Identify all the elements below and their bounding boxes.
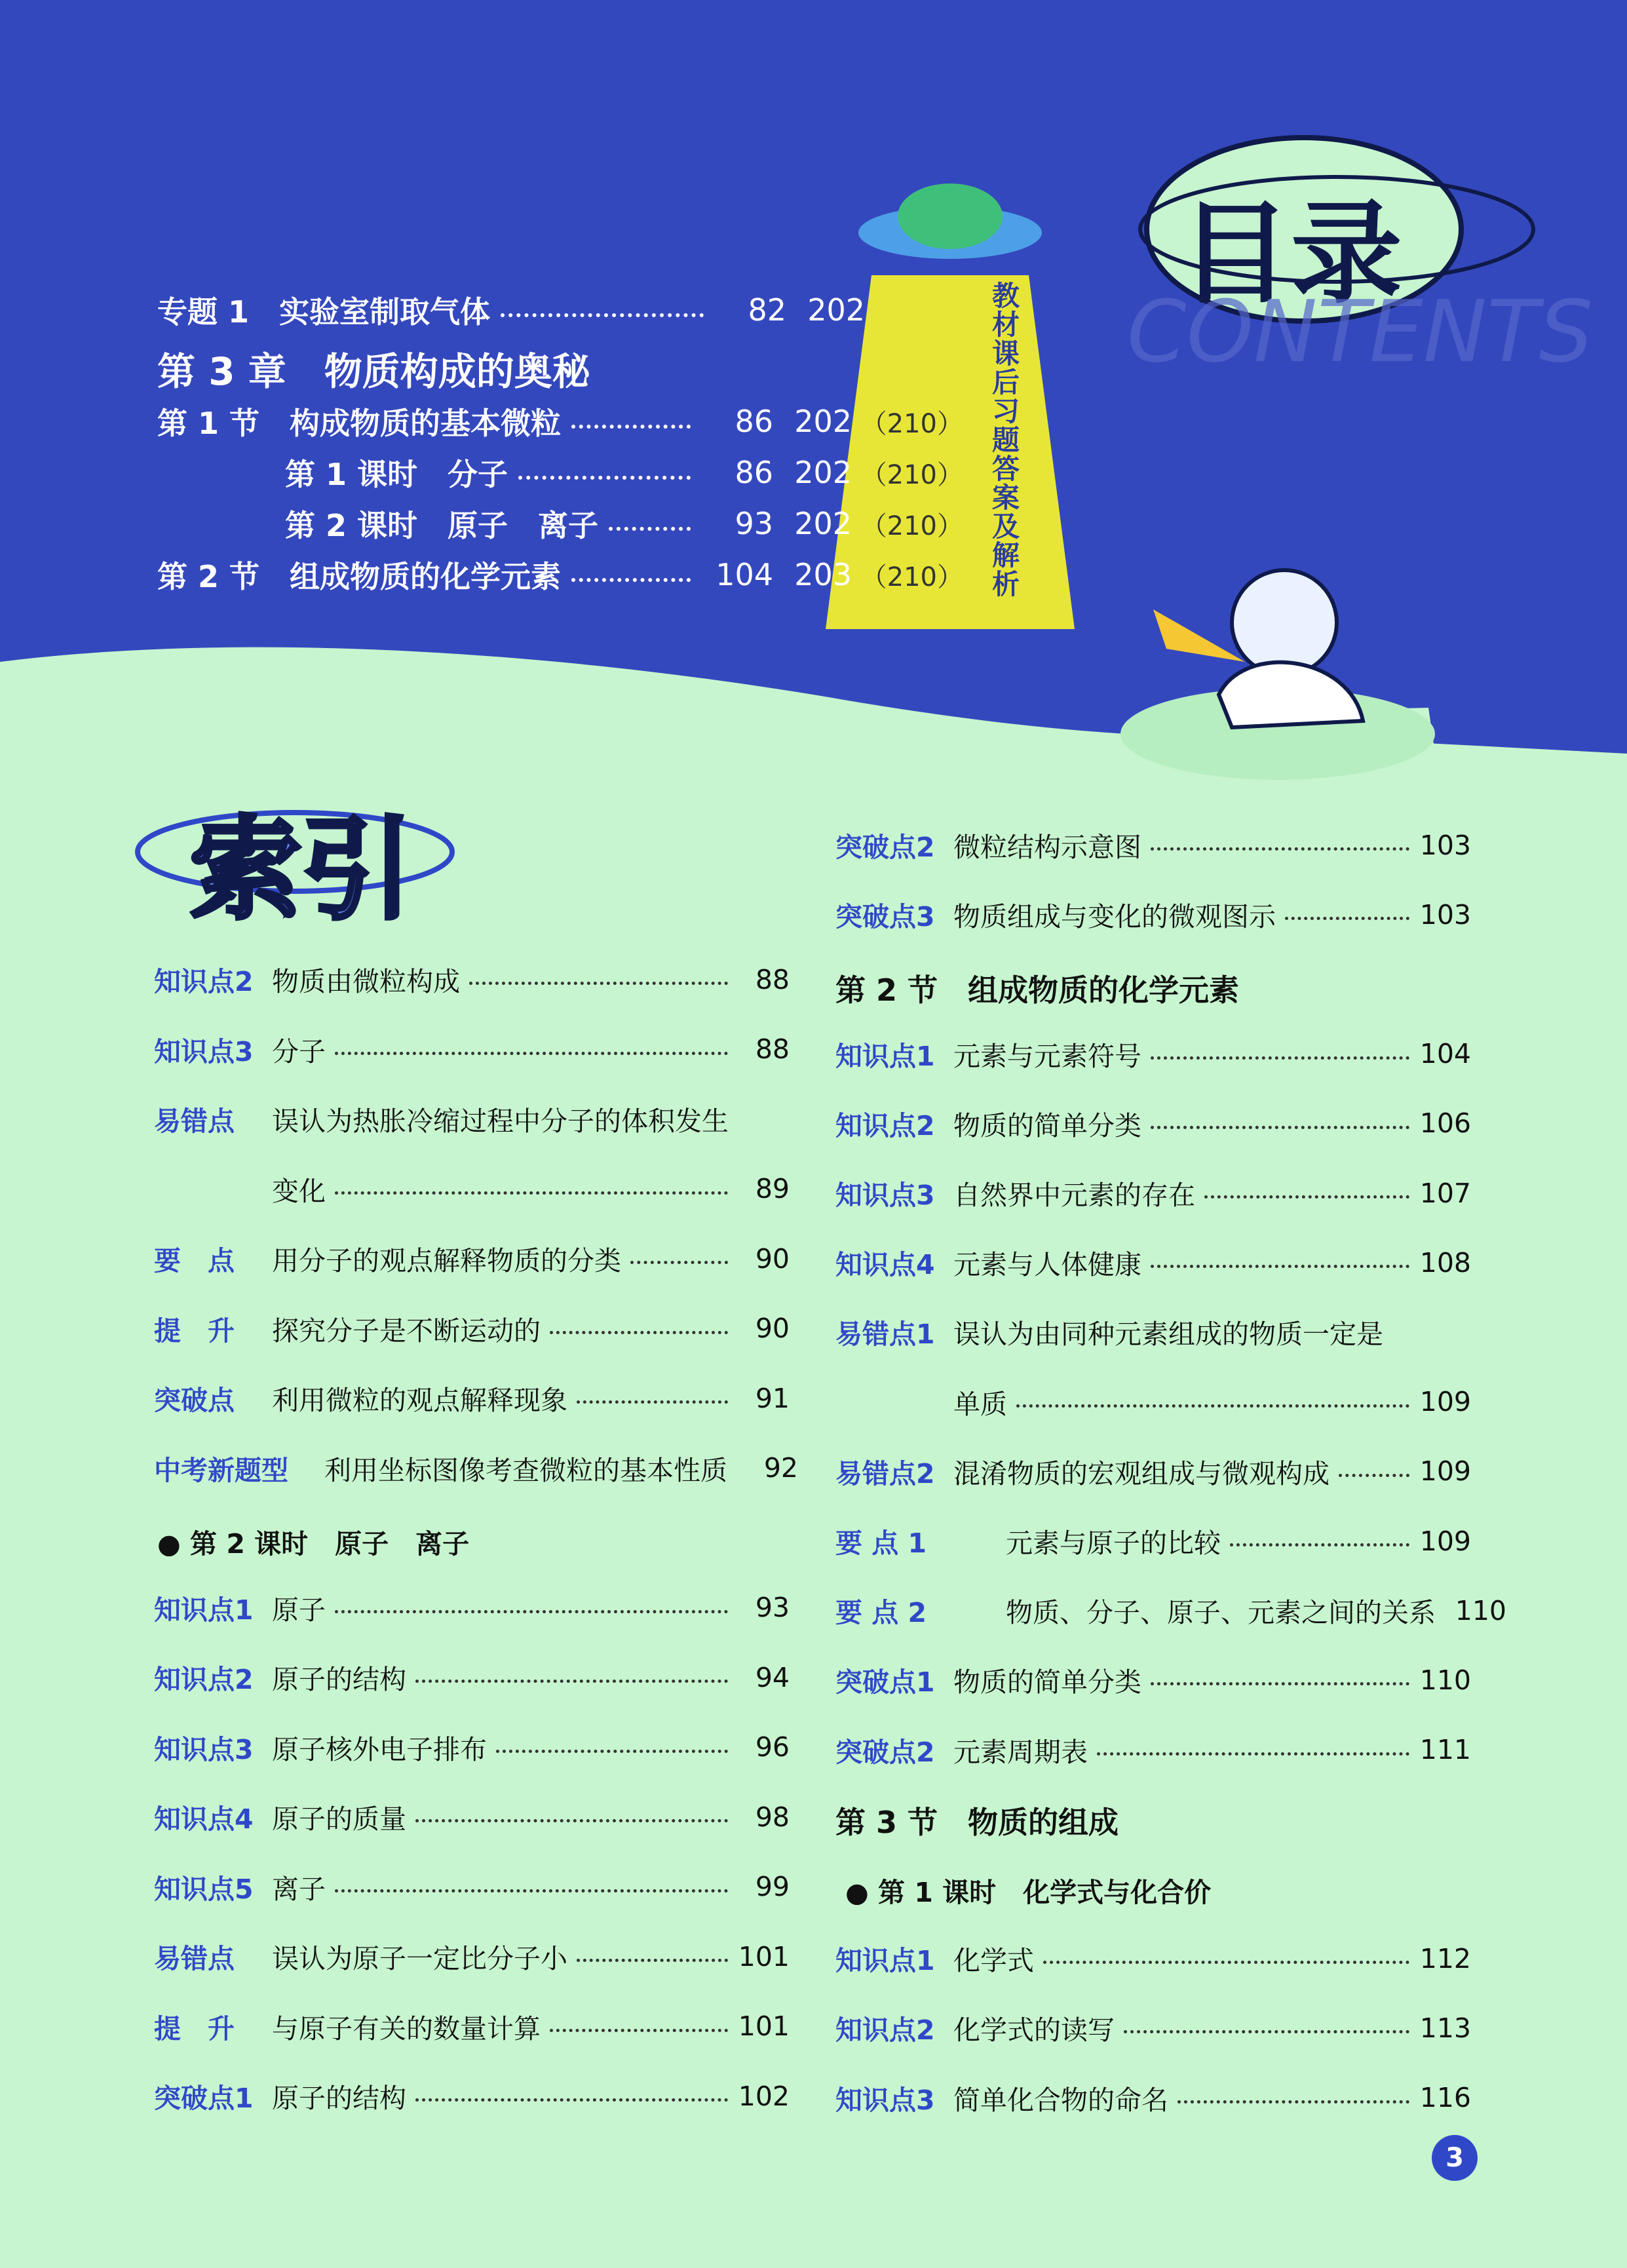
index-entry[interactable] bbox=[835, 1452, 1471, 1491]
entry-tag: 知识点3 bbox=[154, 1733, 254, 1765]
entry-tag: 易错点1 bbox=[835, 1318, 935, 1351]
entry-page: 98 bbox=[755, 1801, 790, 1833]
index-entry[interactable] bbox=[154, 1309, 790, 1348]
entry-page: 112 bbox=[1419, 1942, 1471, 1974]
entry-page: 88 bbox=[755, 1033, 790, 1065]
entry-page: 104 bbox=[1419, 1038, 1471, 1070]
toc-row[interactable] bbox=[157, 400, 963, 443]
entry-tag: 中考新题型 bbox=[154, 1454, 288, 1486]
entry-page: 106 bbox=[1419, 1107, 1471, 1140]
toc-label: 第 2 节 组成物质的化学元素 bbox=[157, 559, 562, 594]
entry-tag: 提 升 bbox=[154, 1315, 235, 1347]
entry-text: 元素与原子的比较 bbox=[1006, 1528, 1221, 1559]
index-entry[interactable] bbox=[835, 1731, 1471, 1769]
lesson-subheading: ● 第 1 课时 化学式与化合价 bbox=[845, 1877, 1212, 1908]
toc-solution-page: （210） bbox=[860, 562, 963, 592]
entry-tag: 突破点2 bbox=[835, 1736, 935, 1768]
entry-tag: 知识点1 bbox=[835, 1040, 935, 1072]
entry-text: 用分子的观点解释物质的分类 bbox=[272, 1245, 621, 1277]
toc-page: 104 bbox=[716, 557, 773, 592]
index-entry[interactable] bbox=[835, 1313, 1471, 1351]
entry-text: 微粒结构示意图 bbox=[953, 832, 1141, 863]
entry-tag: 要 点 1 bbox=[835, 1528, 927, 1559]
entry-tag: 知识点2 bbox=[835, 2014, 935, 2047]
entry-text: 物质的简单分类 bbox=[953, 1109, 1141, 1142]
entry-page: 91 bbox=[755, 1382, 790, 1414]
index-entry[interactable] bbox=[154, 1239, 790, 1278]
entry-text: 混淆物质的宏观组成与微观构成 bbox=[953, 1457, 1330, 1490]
entry-text: 物质的简单分类 bbox=[953, 1666, 1141, 1699]
entry-page: 90 bbox=[755, 1313, 790, 1344]
index-entry[interactable] bbox=[154, 1728, 790, 1767]
entry-page: 113 bbox=[1419, 2012, 1471, 2044]
entry-tag: 突破点3 bbox=[835, 901, 935, 933]
entry-page: 89 bbox=[755, 1173, 790, 1204]
index-entry[interactable] bbox=[154, 1868, 790, 1906]
entry-tag: 知识点2 bbox=[154, 1664, 254, 1695]
toc-row[interactable] bbox=[285, 502, 963, 545]
index-entry[interactable] bbox=[154, 960, 790, 999]
entry-text: 利用坐标图像考查微粒的基本性质 bbox=[324, 1454, 727, 1486]
entry-tag: 突破点1 bbox=[154, 2083, 254, 2114]
entry-text: 物质由微粒构成 bbox=[272, 966, 460, 997]
entry-text: 分子 bbox=[272, 1035, 326, 1067]
toc-solution-page: （210） bbox=[860, 459, 963, 490]
entry-tag: 知识点3 bbox=[835, 2084, 935, 2116]
entry-tag: 知识点2 bbox=[835, 1109, 935, 1142]
toc-page: 82 bbox=[748, 292, 786, 328]
page-title: 目录 bbox=[1179, 189, 1403, 319]
toc-label: 第 1 课时 分子 bbox=[285, 457, 508, 492]
index-entry[interactable] bbox=[835, 1939, 1471, 1978]
entry-tag: 知识点4 bbox=[154, 1803, 254, 1835]
entry-tag: 突破点1 bbox=[835, 1666, 935, 1699]
entry-tag: 易错点 bbox=[154, 1943, 235, 1974]
toc-row[interactable] bbox=[285, 451, 963, 494]
toc-page: 86 bbox=[735, 404, 773, 439]
entry-page: 107 bbox=[1419, 1177, 1471, 1209]
index-title: 索引 bbox=[190, 805, 413, 935]
index-entry[interactable] bbox=[272, 1170, 790, 1208]
entry-text: 误认为由同种元素组成的物质一定是 bbox=[953, 1318, 1383, 1351]
entry-tag: 知识点2 bbox=[154, 966, 254, 997]
entry-page: 94 bbox=[755, 1661, 790, 1693]
entry-tag: 要 点 2 bbox=[835, 1597, 927, 1629]
index-entry[interactable] bbox=[154, 2007, 790, 2046]
entry-page: 101 bbox=[738, 2010, 790, 2042]
entry-tag: 突破点2 bbox=[835, 832, 935, 863]
entry-tag: 易错点2 bbox=[835, 1457, 935, 1490]
entry-text: 探究分子是不断运动的 bbox=[272, 1315, 541, 1347]
index-entry[interactable] bbox=[154, 1379, 790, 1417]
index-entry[interactable] bbox=[835, 1661, 1471, 1699]
entry-text: 变化 bbox=[272, 1175, 326, 1207]
entry-tag: 突破点 bbox=[154, 1385, 235, 1416]
entry-page: 110 bbox=[1419, 1664, 1471, 1696]
index-entry[interactable] bbox=[154, 1588, 790, 1627]
toc-page: 93 bbox=[735, 506, 773, 541]
toc-label: 第 1 节 构成物质的基本微粒 bbox=[157, 406, 562, 441]
index-entry[interactable] bbox=[154, 1658, 790, 1697]
answer-key-label: 教材课后习题答案及解析 bbox=[991, 280, 1020, 600]
toc-page: 86 bbox=[735, 455, 773, 490]
index-entry[interactable] bbox=[154, 1937, 790, 1976]
index-entry[interactable] bbox=[835, 826, 1471, 864]
toc-answer-page: 202 bbox=[807, 292, 865, 328]
entry-text: 元素周期表 bbox=[953, 1736, 1088, 1768]
entry-page: 101 bbox=[738, 1940, 790, 1972]
entry-text: 与原子有关的数量计算 bbox=[272, 2012, 541, 2045]
entry-page: 108 bbox=[1419, 1246, 1471, 1278]
toc-row[interactable] bbox=[157, 553, 963, 596]
index-entry[interactable] bbox=[154, 1030, 790, 1069]
toc-answer-page: 202 bbox=[794, 455, 852, 490]
lesson-subheading: ● 第 2 课时 原子 离子 bbox=[157, 1528, 470, 1560]
section-heading: 第 3 节 物质的组成 bbox=[835, 1805, 1119, 1840]
entry-text: 自然界中元素的存在 bbox=[953, 1180, 1195, 1211]
entry-tag: 知识点1 bbox=[835, 1945, 935, 1977]
index-entry[interactable] bbox=[154, 1100, 790, 1138]
chapter-heading: 第 3 章 物质构成的奥秘 bbox=[157, 349, 590, 394]
index-entry[interactable] bbox=[953, 1383, 1471, 1421]
entry-tag: 知识点3 bbox=[154, 1035, 254, 1067]
entry-tag: 知识点1 bbox=[154, 1594, 254, 1626]
index-entry[interactable] bbox=[835, 1591, 1506, 1630]
toc-label: 专题 1 实验室制取气体 bbox=[157, 294, 491, 330]
entry-page: 90 bbox=[755, 1242, 790, 1275]
entry-text: 单质 bbox=[953, 1388, 1007, 1420]
entry-text: 原子的质量 bbox=[272, 1803, 406, 1835]
entry-text: 化学式的读写 bbox=[953, 2014, 1115, 2047]
index-entry[interactable] bbox=[154, 1449, 798, 1488]
entry-text: 离子 bbox=[272, 1873, 326, 1905]
index-entry[interactable] bbox=[835, 1174, 1471, 1212]
toc-answer-page: 202 bbox=[794, 506, 852, 541]
title-english: CONTENTS bbox=[1127, 282, 1594, 381]
index-entry[interactable] bbox=[835, 1243, 1471, 1282]
toc-solution-page: （210） bbox=[860, 408, 963, 439]
entry-tag: 知识点3 bbox=[835, 1180, 935, 1211]
entry-page: 109 bbox=[1419, 1386, 1471, 1418]
toc-label: 第 2 课时 原子 离子 bbox=[285, 508, 599, 543]
page-number: 3 bbox=[1432, 2135, 1478, 2181]
entry-page: 103 bbox=[1419, 829, 1471, 861]
entry-page: 116 bbox=[1419, 2082, 1471, 2114]
index-entry[interactable] bbox=[835, 1522, 1471, 1560]
index-entry[interactable] bbox=[835, 1035, 1471, 1073]
entry-tag: 知识点4 bbox=[835, 1249, 935, 1281]
entry-page: 102 bbox=[738, 2080, 790, 2112]
entry-text: 原子的结构 bbox=[272, 1664, 406, 1695]
entry-text: 元素与人体健康 bbox=[953, 1249, 1141, 1281]
entry-page: 103 bbox=[1419, 898, 1471, 931]
toc-answer-page: 203 bbox=[794, 557, 852, 592]
entry-page: 93 bbox=[755, 1592, 790, 1623]
entry-page: 99 bbox=[755, 1871, 790, 1902]
entry-tag: 易错点 bbox=[154, 1105, 235, 1137]
toc-answer-page: 202 bbox=[794, 404, 852, 439]
entry-text: 化学式 bbox=[953, 1945, 1034, 1977]
entry-page: 110 bbox=[1455, 1594, 1506, 1626]
section-heading: 第 2 节 组成物质的化学元素 bbox=[835, 972, 1240, 1008]
entry-text: 利用微粒的观点解释现象 bbox=[272, 1385, 567, 1416]
entry-text: 元素与元素符号 bbox=[953, 1040, 1141, 1072]
entry-text: 原子的结构 bbox=[272, 2083, 406, 2114]
entry-page: 109 bbox=[1419, 1525, 1471, 1557]
entry-text: 误认为原子一定比分子小 bbox=[272, 1943, 567, 1974]
entry-text: 误认为热胀冷缩过程中分子的体积发生 bbox=[272, 1105, 729, 1137]
entry-text: 物质、分子、原子、元素之间的关系 bbox=[1006, 1597, 1436, 1629]
index-entry[interactable] bbox=[154, 2077, 790, 2115]
index-entry[interactable] bbox=[835, 895, 1471, 934]
entry-page: 96 bbox=[755, 1731, 790, 1763]
entry-tag: 提 升 bbox=[154, 2012, 235, 2045]
index-entry[interactable] bbox=[835, 2079, 1471, 2117]
entry-page: 109 bbox=[1419, 1455, 1471, 1488]
index-entry[interactable] bbox=[154, 1797, 790, 1836]
entry-tag: 要 点 bbox=[154, 1245, 235, 1277]
entry-page: 92 bbox=[763, 1452, 798, 1484]
toc-solution-page: （210） bbox=[860, 510, 963, 541]
entry-text: 简单化合物的命名 bbox=[953, 2084, 1168, 2116]
entry-page: 111 bbox=[1419, 1734, 1471, 1766]
entry-text: 物质组成与变化的微观图示 bbox=[953, 901, 1276, 933]
entry-text: 原子 bbox=[272, 1594, 326, 1626]
entry-page: 88 bbox=[755, 963, 790, 995]
index-entry[interactable] bbox=[835, 1104, 1471, 1143]
entry-tag: 知识点5 bbox=[154, 1873, 254, 1905]
toc-row[interactable] bbox=[157, 288, 865, 332]
index-entry[interactable] bbox=[835, 2009, 1471, 2047]
entry-text: 原子核外电子排布 bbox=[272, 1733, 487, 1765]
